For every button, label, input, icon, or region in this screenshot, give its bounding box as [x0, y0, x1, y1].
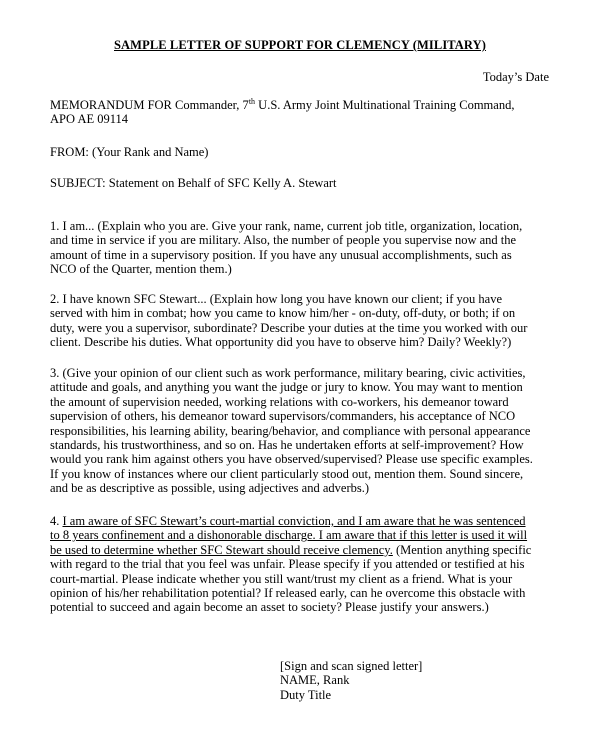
paragraph-line: standards, his trustworthiness, and so on. Has he undertaken efforts at self-improvement? How	[50, 438, 524, 453]
paragraph-line: attitude and goals, and anything you want the judge or jury to know. You may want to mention	[50, 380, 523, 395]
paragraph-line: opinion of his/her rehabilitation potential? If released early, can he overcome this obstacle with	[50, 586, 526, 601]
letter-title: SAMPLE LETTER OF SUPPORT FOR CLEMENCY (MILITARY)	[114, 38, 486, 52]
awareness-statement: I am aware of SFC Stewart’s court-martial conviction, and I am aware that he was sentenced	[62, 514, 526, 528]
paragraph-line: responsibilities, his learning ability, bearing/behavior, and compliance with personal appearance	[50, 423, 531, 438]
signature-block	[280, 659, 422, 702]
awareness-statement: to 8 years confinement and a dishonorable discharge. I am aware that if this letter is used it will	[50, 528, 528, 543]
awareness-statement: be used to determine whether SFC Stewart should receive clemency.	[50, 542, 393, 557]
paragraph-line: 3. (Give your opinion of our client such as work performance, military bearing, civic activities,	[50, 366, 526, 380]
subject-line: SUBJECT: Statement on Behalf of SFC Kelly A. Stewart	[50, 176, 337, 190]
signer-duty-title: Duty Title	[280, 687, 332, 702]
paragraph-line: duty, were you a supervisor, subordinate? Describe your duties at the time you worked with our	[50, 320, 528, 335]
paragraph-line: potential to succeed and again become an asset to society? Please justify your answers.)	[50, 600, 489, 615]
paragraph-line: and be as descriptive as possible, using adjectives and adverbs.)	[50, 481, 370, 496]
paragraph-1	[50, 219, 555, 277]
paragraph-line: with regard to the trial that you feel was unfair. Please specify if you attended or testified at his	[50, 557, 525, 572]
paragraph-line: 1. I am... (Explain who you are. Give your rank, name, current job title, organization, location,	[50, 219, 523, 233]
paragraph-line: and time in service if you are military. Also, the number of people you supervise now and the	[50, 233, 517, 248]
paragraph-line: supervision of others, his demeanor toward supervisors/commanders, his acceptance of NCO	[50, 409, 516, 424]
paragraph-line: would you rank him against others you have observed/supervised? Please use specific examples.	[50, 452, 533, 467]
memorandum-line-1: MEMORANDUM FOR Commander, 7th U.S. Army Joint Multinational Training Command,	[50, 96, 515, 112]
letter-date: Today’s Date	[482, 70, 549, 84]
paragraph-line: NCO of the Quarter, mention them.)	[50, 262, 232, 277]
signer-name-rank: NAME, Rank	[280, 673, 350, 688]
paragraph-4	[50, 514, 555, 615]
from-line: FROM: (Your Rank and Name)	[50, 145, 209, 159]
paragraph-line: be used to determine whether SFC Stewart should receive clemency. (Mention anything specific	[50, 542, 532, 557]
paragraph-line: court-martial. Please indicate whether you still want/trust my client as a friend. What is your	[50, 571, 513, 586]
paragraph-line: If you know of instances where our client particularly stood out, mention them. Sound sincere,	[50, 466, 524, 481]
signature-instruction: [Sign and scan signed letter]	[280, 659, 423, 673]
paragraph-line: 4. I am aware of SFC Stewart’s court-martial conviction, and I am aware that he was sentenced	[50, 514, 526, 528]
memorandum-line-2: APO AE 09114	[50, 112, 129, 127]
paragraph-line	[50, 528, 555, 542]
paragraph-line: served with him in combat; how you came to know him/her - on-duty, off-duty, or both; if on	[50, 306, 516, 321]
paragraph-line: client. Describe his duties. What opportunity did you have to observe him? Daily? Weekly?)	[50, 335, 512, 350]
paragraph-line: amount of time in a supervisory position. If you have any unusual accomplishments, such as	[50, 247, 512, 262]
paragraph-3	[50, 366, 555, 496]
paragraph-line: the amount of supervision needed, working relations with co-workers, his demeanor toward	[50, 394, 509, 409]
paragraph-line: 2. I have known SFC Stewart... (Explain how long you have known our client; if you have	[50, 292, 503, 306]
memorandum-addressee	[50, 98, 555, 127]
paragraph-2	[50, 292, 555, 350]
